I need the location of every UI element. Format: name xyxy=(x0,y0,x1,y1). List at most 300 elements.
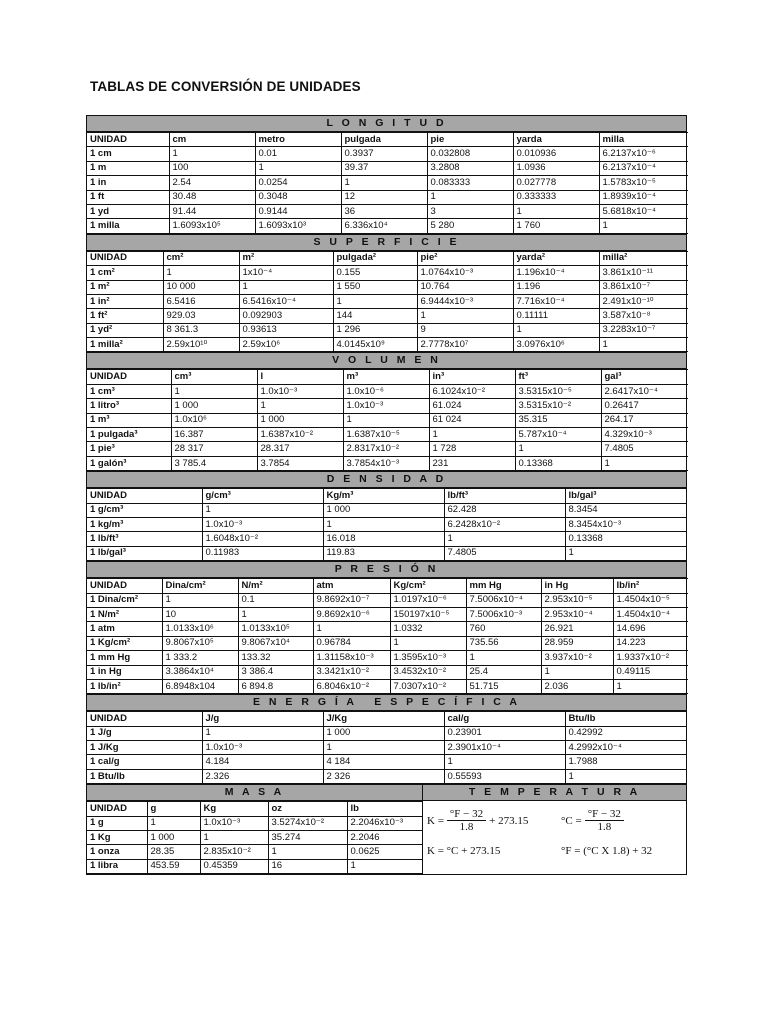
table-cell: 14.696 xyxy=(613,622,688,636)
column-header: cal/g xyxy=(444,712,565,726)
table-cell: 1 xyxy=(238,607,313,621)
table-cell: 0.3937 xyxy=(341,147,427,161)
table-header-row xyxy=(87,579,688,593)
fraction-denominator: 1.8 xyxy=(597,821,612,834)
table-cell: 0.3048 xyxy=(255,190,341,204)
column-header: pulgada xyxy=(341,133,427,147)
row-label: 1 kg/m³ xyxy=(87,517,202,531)
row-label: 1 lb/ft³ xyxy=(87,532,202,546)
table-cell: 1.9337x10⁻² xyxy=(613,651,688,665)
table-cell: 1.4504x10⁻⁴ xyxy=(613,607,688,621)
table-cell: 3 386.4 xyxy=(238,665,313,679)
table-cell: 1.5783x10⁻⁵ xyxy=(599,176,688,190)
table-row xyxy=(87,503,686,517)
table-cell: 7.716x10⁻⁴ xyxy=(513,294,599,308)
table-cell: 2.8317x10⁻² xyxy=(343,442,429,456)
table-cell: 1 xyxy=(163,266,239,280)
table-cell: 1 550 xyxy=(333,280,417,294)
table-cell: 0.010936 xyxy=(513,147,599,161)
table-cell: 3.3864x10⁴ xyxy=(162,665,238,679)
table-cell: 1.0936 xyxy=(513,161,599,175)
table-cell: 0.96784 xyxy=(313,636,390,650)
table-cell: 1 xyxy=(239,280,333,294)
table-cell: 1 xyxy=(323,741,444,755)
row-label: 1 atm xyxy=(87,622,162,636)
table-row xyxy=(87,338,688,352)
table-cell: 16 xyxy=(268,859,347,873)
presion-table xyxy=(87,578,688,694)
row-label: 1 milla² xyxy=(87,338,163,352)
row-label: 1 in Hg xyxy=(87,665,162,679)
table-cell: 1 xyxy=(343,413,429,427)
volumen-header: V O L U M E N xyxy=(87,352,686,369)
row-label: 1 lb/gal³ xyxy=(87,546,202,560)
table-cell: 1 xyxy=(162,593,238,607)
row-label: 1 pulgada³ xyxy=(87,428,171,442)
table-cell: 14.223 xyxy=(613,636,688,650)
table-cell: 2.953x10⁻⁴ xyxy=(541,607,613,621)
column-header: gal³ xyxy=(601,370,688,384)
column-header: pie xyxy=(427,133,513,147)
table-cell: 1 xyxy=(255,161,341,175)
column-header: Kg xyxy=(200,802,268,816)
table-cell: 1.0x10⁻³ xyxy=(257,384,343,398)
table-cell: 1 xyxy=(427,190,513,204)
row-label: 1 yd xyxy=(87,204,169,218)
table-cell: 0.01 xyxy=(255,147,341,161)
table-cell: 1 xyxy=(513,323,599,337)
table-cell: 9.8692x10⁻⁶ xyxy=(313,607,390,621)
table-cell: 8 361.3 xyxy=(163,323,239,337)
table-cell: 1.6387x10⁻² xyxy=(257,428,343,442)
table-cell: 231 xyxy=(429,456,515,470)
table-row xyxy=(87,831,422,845)
table-header-row xyxy=(87,133,688,147)
column-header: J/g xyxy=(202,712,323,726)
table-cell: 28.959 xyxy=(541,636,613,650)
table-row xyxy=(87,309,688,323)
table-cell: 760 xyxy=(466,622,541,636)
table-cell: 7.4805 xyxy=(601,442,688,456)
table-cell: 3.861x10⁻⁷ xyxy=(599,280,688,294)
table-cell: 62.428 xyxy=(444,503,565,517)
table-cell: 2.59x10¹⁰ xyxy=(163,338,239,352)
table-cell: 1.0133x10⁵ xyxy=(238,622,313,636)
table-cell: 2.54 xyxy=(169,176,255,190)
table-row xyxy=(87,384,688,398)
row-label: 1 pie³ xyxy=(87,442,171,456)
table-cell: 3.3421x10⁻² xyxy=(313,665,390,679)
table-cell: 0.083333 xyxy=(427,176,513,190)
table-cell: 1 xyxy=(200,831,268,845)
column-header: mm Hg xyxy=(466,579,541,593)
table-cell: 1 xyxy=(513,204,599,218)
table-cell: 8.3454x10⁻³ xyxy=(565,517,686,531)
table-cell: 25.4 xyxy=(466,665,541,679)
table-cell: 9.8067x10⁵ xyxy=(162,636,238,650)
column-header: UNIDAD xyxy=(87,251,163,265)
row-label: 1 galón³ xyxy=(87,456,171,470)
masa-header: M A S A xyxy=(87,785,422,801)
table-cell: 1 xyxy=(599,219,688,233)
table-cell: 4.329x10⁻³ xyxy=(601,428,688,442)
table-cell: 4.184 xyxy=(202,755,323,769)
table-cell: 4.0145x10⁹ xyxy=(333,338,417,352)
row-label: 1 in² xyxy=(87,294,163,308)
table-row xyxy=(87,726,686,740)
table-cell: 1.4504x10⁻⁵ xyxy=(613,593,688,607)
temperatura-section xyxy=(423,785,686,874)
table-cell: 5 280 xyxy=(427,219,513,233)
column-header: atm xyxy=(313,579,390,593)
table-cell: 3.5274x10⁻² xyxy=(268,816,347,830)
table-cell: 2.3901x10⁻⁴ xyxy=(444,741,565,755)
table-cell: 2.6417x10⁻⁴ xyxy=(601,384,688,398)
column-header: ft³ xyxy=(515,370,601,384)
table-cell: 1.0332 xyxy=(390,622,466,636)
table-cell: 0.23901 xyxy=(444,726,565,740)
table-cell: 51.715 xyxy=(466,679,541,693)
table-cell: 28.317 xyxy=(257,442,343,456)
table-cell: 1 728 xyxy=(429,442,515,456)
table-cell: 3.2283x10⁻⁷ xyxy=(599,323,688,337)
formula-tail: + 273.15 xyxy=(489,814,529,827)
table-cell: 1 000 xyxy=(323,726,444,740)
table-cell: 0.092903 xyxy=(239,309,333,323)
table-cell: 1 xyxy=(599,338,688,352)
table-cell: 1 xyxy=(466,651,541,665)
row-label: 1 ft xyxy=(87,190,169,204)
table-cell: 1 xyxy=(202,503,323,517)
table-cell: 30.48 xyxy=(169,190,255,204)
densidad-table xyxy=(87,488,686,561)
table-cell: 0.0254 xyxy=(255,176,341,190)
column-header: oz xyxy=(268,802,347,816)
row-label: 1 milla xyxy=(87,219,169,233)
table-cell: 2.036 xyxy=(541,679,613,693)
column-header: milla² xyxy=(599,251,688,265)
row-label: 1 libra xyxy=(87,859,147,873)
table-cell: 6.9444x10⁻³ xyxy=(417,294,513,308)
row-label: 1 cm² xyxy=(87,266,163,280)
row-label: 1 mm Hg xyxy=(87,651,162,665)
row-label: 1 cm³ xyxy=(87,384,171,398)
table-header-row xyxy=(87,802,422,816)
table-cell: 1.31158x10⁻³ xyxy=(313,651,390,665)
column-header: m² xyxy=(239,251,333,265)
table-cell: 3.5315x10⁻² xyxy=(515,399,601,413)
table-row xyxy=(87,546,686,560)
sections-container xyxy=(87,116,686,784)
table-cell: 3.937x10⁻² xyxy=(541,651,613,665)
table-cell: 1 xyxy=(257,399,343,413)
table-cell: 150197x10⁻⁵ xyxy=(390,607,466,621)
document-title: TABLAS DE CONVERSIÓN DE UNIDADES xyxy=(90,79,361,94)
table-row xyxy=(87,636,688,650)
table-cell: 35.274 xyxy=(268,831,347,845)
table-row xyxy=(87,428,688,442)
table-cell: 0.13368 xyxy=(565,532,686,546)
table-cell: 1 333.2 xyxy=(162,651,238,665)
table-cell: 1.196x10⁻⁴ xyxy=(513,266,599,280)
column-header: metro xyxy=(255,133,341,147)
table-cell: 28 317 xyxy=(171,442,257,456)
table-cell: 1 xyxy=(171,384,257,398)
table-cell: 61.024 xyxy=(429,399,515,413)
table-cell: 1.0x10⁻³ xyxy=(200,816,268,830)
table-cell: 1 xyxy=(347,859,422,873)
table-cell: 6.2428x10⁻² xyxy=(444,517,565,531)
fraction-numerator: °F − 32 xyxy=(447,808,486,821)
table-cell: 1 000 xyxy=(257,413,343,427)
row-label: 1 cm xyxy=(87,147,169,161)
table-cell: 1 xyxy=(313,622,390,636)
table-cell: 28.35 xyxy=(147,845,200,859)
table-cell: 0.42992 xyxy=(565,726,686,740)
formula-lhs: K = xyxy=(427,814,444,827)
energia-table xyxy=(87,711,686,784)
table-row xyxy=(87,413,688,427)
table-cell: 1 xyxy=(169,147,255,161)
table-row xyxy=(87,622,688,636)
table-cell: 8.3454 xyxy=(565,503,686,517)
table-cell: 1 xyxy=(541,665,613,679)
row-label: 1 Btu/lb xyxy=(87,769,202,783)
table-cell: 10.764 xyxy=(417,280,513,294)
column-header: UNIDAD xyxy=(87,370,171,384)
table-cell: 0.333333 xyxy=(513,190,599,204)
table-cell: 39.37 xyxy=(341,161,427,175)
column-header: UNIDAD xyxy=(87,579,162,593)
table-cell: 264.17 xyxy=(601,413,688,427)
column-header: J/Kg xyxy=(323,712,444,726)
table-cell: 1.0x10⁻³ xyxy=(202,517,323,531)
table-cell: 26.921 xyxy=(541,622,613,636)
formula-fahrenheit-from-celsius: °F = (°C X 1.8) + 32 xyxy=(561,845,653,858)
formula-lhs: °C = xyxy=(561,814,582,827)
column-header: lb/in² xyxy=(613,579,688,593)
table-row xyxy=(87,280,688,294)
row-label: 1 N/m² xyxy=(87,607,162,621)
longitud-table xyxy=(87,132,688,234)
table-cell: 16.018 xyxy=(323,532,444,546)
table-cell: 1 xyxy=(202,726,323,740)
table-row xyxy=(87,219,688,233)
table-cell: 0.027778 xyxy=(513,176,599,190)
row-label: 1 cal/g xyxy=(87,755,202,769)
table-cell: 119.83 xyxy=(323,546,444,560)
table-cell: 1 xyxy=(323,517,444,531)
table-row xyxy=(87,204,688,218)
table-cell: 1 xyxy=(147,816,200,830)
column-header: lb/ft³ xyxy=(444,489,565,503)
table-row xyxy=(87,607,688,621)
table-cell: 1 xyxy=(613,679,688,693)
bottom-row xyxy=(87,784,686,874)
table-cell: 1.0x10⁻⁶ xyxy=(343,384,429,398)
presion-header: P R E S I Ó N xyxy=(87,561,686,578)
table-cell: 3.587x10⁻⁸ xyxy=(599,309,688,323)
fraction-denominator: 1.8 xyxy=(459,821,474,834)
table-cell: 12 xyxy=(341,190,427,204)
table-cell: 3.5315x10⁻⁵ xyxy=(515,384,601,398)
table-cell: 1 xyxy=(390,636,466,650)
table-row xyxy=(87,399,688,413)
longitud-header: L O N G I T U D xyxy=(87,116,686,132)
table-cell: 1.6048x10⁻² xyxy=(202,532,323,546)
column-header: cm² xyxy=(163,251,239,265)
table-cell: 5.787x10⁻⁴ xyxy=(515,428,601,442)
table-cell: 6.5416x10⁻⁴ xyxy=(239,294,333,308)
column-header: m³ xyxy=(343,370,429,384)
table-cell: 1.0x10⁻³ xyxy=(343,399,429,413)
table-row xyxy=(87,845,422,859)
table-cell: 61 024 xyxy=(429,413,515,427)
table-cell: 133.32 xyxy=(238,651,313,665)
table-row xyxy=(87,679,688,693)
row-label: 1 g xyxy=(87,816,147,830)
table-cell: 1 xyxy=(565,769,686,783)
table-cell: 1 xyxy=(444,532,565,546)
table-cell: 1.3595x10⁻³ xyxy=(390,651,466,665)
table-header-row xyxy=(87,370,688,384)
table-cell: 144 xyxy=(333,309,417,323)
table-cell: 0.11111 xyxy=(513,309,599,323)
table-cell: 1 xyxy=(444,755,565,769)
table-cell: 10 000 xyxy=(163,280,239,294)
table-row xyxy=(87,755,686,769)
table-row xyxy=(87,190,688,204)
table-cell: 3 785.4 xyxy=(171,456,257,470)
column-header: N/m² xyxy=(238,579,313,593)
column-header: cm xyxy=(169,133,255,147)
column-header: Kg/m³ xyxy=(323,489,444,503)
table-header-row xyxy=(87,489,686,503)
table-cell: 1 xyxy=(565,546,686,560)
table-cell: 3.861x10⁻¹¹ xyxy=(599,266,688,280)
table-cell: 3.7854 xyxy=(257,456,343,470)
table-cell: 2.326 xyxy=(202,769,323,783)
table-cell: 929.03 xyxy=(163,309,239,323)
superficie-table xyxy=(87,251,688,353)
table-cell: 0.9144 xyxy=(255,204,341,218)
column-header: UNIDAD xyxy=(87,712,202,726)
column-header: UNIDAD xyxy=(87,802,147,816)
table-cell: 1 xyxy=(429,428,515,442)
energia-header: E N E R G Í A E S P E C Í F I C A xyxy=(87,694,686,711)
column-header: UNIDAD xyxy=(87,133,169,147)
table-cell: 453.59 xyxy=(147,859,200,873)
column-header: in³ xyxy=(429,370,515,384)
table-cell: 1.196 xyxy=(513,280,599,294)
column-header: in Hg xyxy=(541,579,613,593)
row-label: 1 ft² xyxy=(87,309,163,323)
column-header: Dina/cm² xyxy=(162,579,238,593)
fraction-numerator: °F − 32 xyxy=(585,808,624,821)
table-row xyxy=(87,816,422,830)
table-cell: 36 xyxy=(341,204,427,218)
temperatura-header: T E M P E R A T U R A xyxy=(423,785,686,801)
row-label: 1 yd² xyxy=(87,323,163,337)
row-label: 1 Kg xyxy=(87,831,147,845)
table-row xyxy=(87,294,688,308)
column-header: milla xyxy=(599,133,688,147)
column-header: yarda² xyxy=(513,251,599,265)
table-row xyxy=(87,266,688,280)
table-cell: 1 760 xyxy=(513,219,599,233)
table-cell: 7.4805 xyxy=(444,546,565,560)
formula-celsius-from-fahrenheit xyxy=(561,808,627,833)
table-cell: 35.315 xyxy=(515,413,601,427)
row-label: 1 g/cm³ xyxy=(87,503,202,517)
column-header: g xyxy=(147,802,200,816)
table-row xyxy=(87,532,686,546)
column-header: lb xyxy=(347,802,422,816)
table-cell: 2.2046 xyxy=(347,831,422,845)
table-cell: 1.0133x10⁶ xyxy=(162,622,238,636)
table-cell: 0.49115 xyxy=(613,665,688,679)
table-cell: 1 296 xyxy=(333,323,417,337)
masa-table xyxy=(87,801,422,874)
table-cell: 2.59x10⁶ xyxy=(239,338,333,352)
table-cell: 1 xyxy=(341,176,427,190)
volumen-table xyxy=(87,369,688,471)
table-cell: 0.11983 xyxy=(202,546,323,560)
table-cell: 7.5006x10⁻⁴ xyxy=(466,593,541,607)
row-label: 1 m³ xyxy=(87,413,171,427)
table-cell: 4 184 xyxy=(323,755,444,769)
table-cell: 6.5416 xyxy=(163,294,239,308)
table-cell: 2.835x10⁻² xyxy=(200,845,268,859)
fraction xyxy=(447,808,486,833)
table-cell: 16.387 xyxy=(171,428,257,442)
table-cell: 7.0307x10⁻² xyxy=(390,679,466,693)
table-cell: 6 894.8 xyxy=(238,679,313,693)
fraction xyxy=(585,808,624,833)
column-header: pulgada² xyxy=(333,251,417,265)
column-header: cm³ xyxy=(171,370,257,384)
table-cell: 1.6387x10⁻⁵ xyxy=(343,428,429,442)
table-cell: 1 000 xyxy=(171,399,257,413)
table-cell: 1 xyxy=(417,309,513,323)
superficie-header: S U P E R F I C I E xyxy=(87,234,686,251)
table-cell: 5.6818x10⁻⁴ xyxy=(599,204,688,218)
table-cell: 1 xyxy=(515,442,601,456)
table-cell: 1 000 xyxy=(147,831,200,845)
row-label: 1 m² xyxy=(87,280,163,294)
column-header: Btu/lb xyxy=(565,712,686,726)
table-cell: 2.2046x10⁻³ xyxy=(347,816,422,830)
table-cell: 1.0197x10⁻⁶ xyxy=(390,593,466,607)
table-row xyxy=(87,665,688,679)
row-label: 1 lb/in² xyxy=(87,679,162,693)
table-header-row xyxy=(87,251,688,265)
table-cell: 2.491x10⁻¹⁰ xyxy=(599,294,688,308)
column-header: Kg/cm² xyxy=(390,579,466,593)
table-cell: 3.0976x10⁶ xyxy=(513,338,599,352)
table-cell: 2 326 xyxy=(323,769,444,783)
densidad-header: D E N S I D A D xyxy=(87,471,686,488)
row-label: 1 in xyxy=(87,176,169,190)
row-label: 1 Dina/cm² xyxy=(87,593,162,607)
row-label: 1 litro³ xyxy=(87,399,171,413)
table-cell: 1 xyxy=(333,294,417,308)
table-row xyxy=(87,147,688,161)
table-row xyxy=(87,651,688,665)
table-row xyxy=(87,859,422,873)
table-cell: 1.6093x10⁵ xyxy=(169,219,255,233)
column-header: pie² xyxy=(417,251,513,265)
